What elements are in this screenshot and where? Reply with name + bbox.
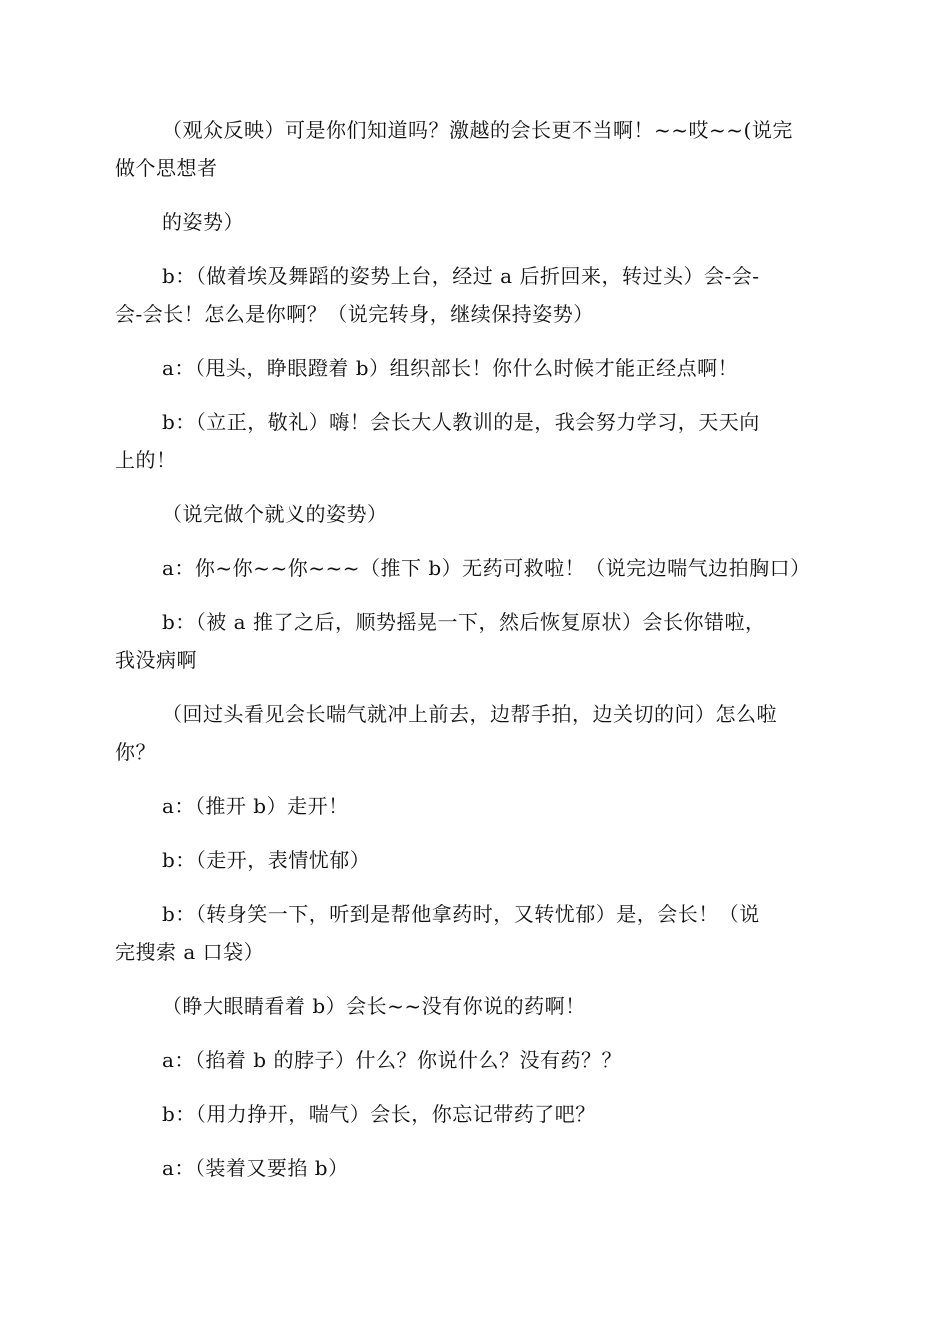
text-line: a：（掐着 b 的脖子）什么？你说什么？没有药？？ [162,1048,622,1072]
text-line: （睁大眼睛看着 b）会长~~没有你说的药啊！ [162,994,586,1018]
text-line: b：（立正，敬礼）嗨！会长大人教训的是，我会努力学习，天天向 [162,410,760,434]
text-line: a：你~你~~你~~~（推下 b）无药可救啦！（说完边喘气边拍胸口） [162,556,811,580]
text-line: b：（做着埃及舞蹈的姿势上台，经过 a 后折回来，转过头）会-会- [162,264,760,288]
text-line: （回过头看见会长喘气就冲上前去，边帮手拍，边关切的问）怎么啦 [162,702,777,726]
text-line: 的姿势） [162,210,244,234]
text-line: a：（推开 b）走开！ [162,794,349,818]
text-line: 上的！ [115,448,177,472]
text-line: b：（用力挣开，喘气）会长，你忘记带药了吧？ [162,1102,596,1126]
text-line: b：（转身笑一下，听到是帮他拿药时，又转忧郁）是，会长！（说 [162,902,760,926]
text-line: 会-会长！怎么是你啊？（说完转身，继续保持姿势） [115,302,594,326]
text-line: （说完做个就义的姿势） [162,502,388,526]
text-line: b：（被 a 推了之后，顺势摇晃一下，然后恢复原状）会长你错啦， [162,610,766,634]
text-line: a：（甩头，睁眼蹬着 b）组织部长！你什么时候才能正经点啊！ [162,356,739,380]
text-line: 你？ [115,740,156,764]
text-line: a：（装着又要掐 b） [162,1156,349,1180]
text-line: 完搜索 a 口袋） [115,940,265,964]
text-line: b：（走开，表情忧郁） [162,848,371,872]
text-line: 我没病啊 [115,648,197,672]
text-line: （观众反映）可是你们知道吗？激越的会长更不当啊！~~哎~~(说完 [162,118,793,142]
text-line: 做个思想者 [115,156,218,180]
